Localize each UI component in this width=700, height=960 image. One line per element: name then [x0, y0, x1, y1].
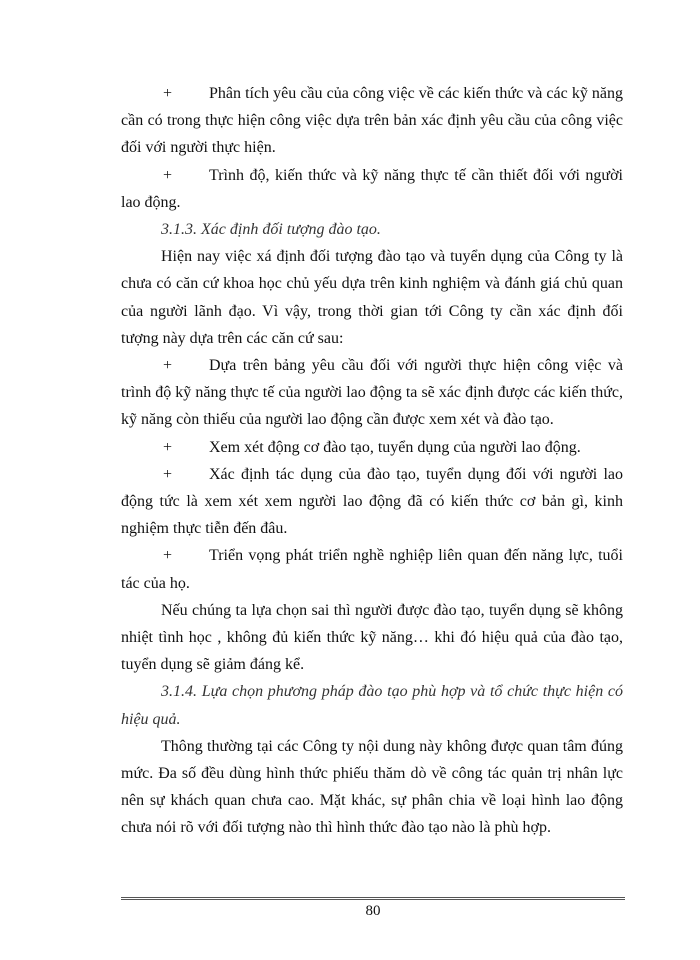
body-paragraph: Thông thường tại các Công ty nội dung này không được quan tâm đúng mức. Đa số đều dùng hình thức phiếu thăm dò về công tác quản trị nhân lực nên sự khách quan chưa cao. Mặt khác, sự phân chia về loại hình lao động chưa nói rõ với đối tượng nào thì hình thức đào tạo nào là phù hợp.	[121, 737, 623, 837]
bullet-paragraph	[121, 352, 623, 434]
bullet-paragraph	[121, 80, 623, 162]
body-paragraph: Nếu chúng ta lựa chọn sai thì người được đào tạo, tuyển dụng sẽ không nhiệt tình học , không đủ kiến thức kỹ năng… khi đó hiệu quả của đào tạo, tuyển dụng sẽ giảm đáng kể.	[121, 601, 623, 674]
bullet-marker: +	[163, 357, 173, 375]
document-body	[121, 80, 623, 842]
footer-rule	[121, 897, 625, 900]
paragraph-text: Xem xét động cơ đào tạo, tuyển dụng của người lao động.	[209, 438, 581, 456]
bullet-marker: +	[163, 85, 173, 102]
page-number: 80	[365, 903, 381, 919]
bullet-marker: +	[163, 465, 173, 483]
paragraph-text: Triển vọng phát triển nghề nghiệp liên quan đến năng lực, tuổi tác của họ.	[121, 547, 623, 592]
paragraph-text: Phân tích yêu cầu của công việc về các kiến thức và các kỹ năng cần có trong thực hiện công việc dựa trên bản xác định yêu cầu của công việc đối với người thực hiện.	[121, 85, 623, 157]
paragraph-text: Trình độ, kiến thức và kỹ năng thực tế cần thiết đối với người lao động.	[121, 166, 623, 211]
bullet-paragraph	[121, 434, 623, 461]
section-heading: 3.1.3. Xác định đối tượng đào tạo.	[161, 221, 381, 239]
bullet-marker: +	[163, 547, 173, 565]
bullet-paragraph	[121, 542, 623, 596]
bullet-paragraph	[121, 461, 623, 543]
paragraph-text: Xác định tác dụng của đào tạo, tuyển dụng đối với người lao động tức là xem xét xem người lao động đã có kiến thức cơ bản gì, kinh nghiệm thực tiễn đến đâu.	[121, 465, 623, 538]
bullet-marker: +	[163, 166, 173, 184]
bullet-marker: +	[163, 438, 173, 456]
bullet-paragraph	[121, 162, 623, 216]
body-paragraph: Hiện nay việc xá định đối tượng đào tạo và tuyển dụng của Công ty là chưa có căn cứ khoa học chủ yếu dựa trên kinh nghiệm và đánh giá chủ quan của người lãnh đạo. Vì vậy, trong thời gian tới Công ty cần xác định đối tượng này dựa trên các căn cứ sau:	[121, 248, 623, 347]
paragraph-text: Dựa trên bảng yêu cầu đối với người thực hiện công việc và trình độ kỹ năng thực tế của người lao động ta sẽ xác định được các kiến thức, kỹ năng còn thiếu của người lao động cần được xem xét và đào tạo.	[121, 357, 623, 429]
section-heading: 3.1.4. Lựa chọn phương pháp đào tạo phù hợp và tổ chức thực hiện có hiệu quả.	[121, 683, 623, 728]
